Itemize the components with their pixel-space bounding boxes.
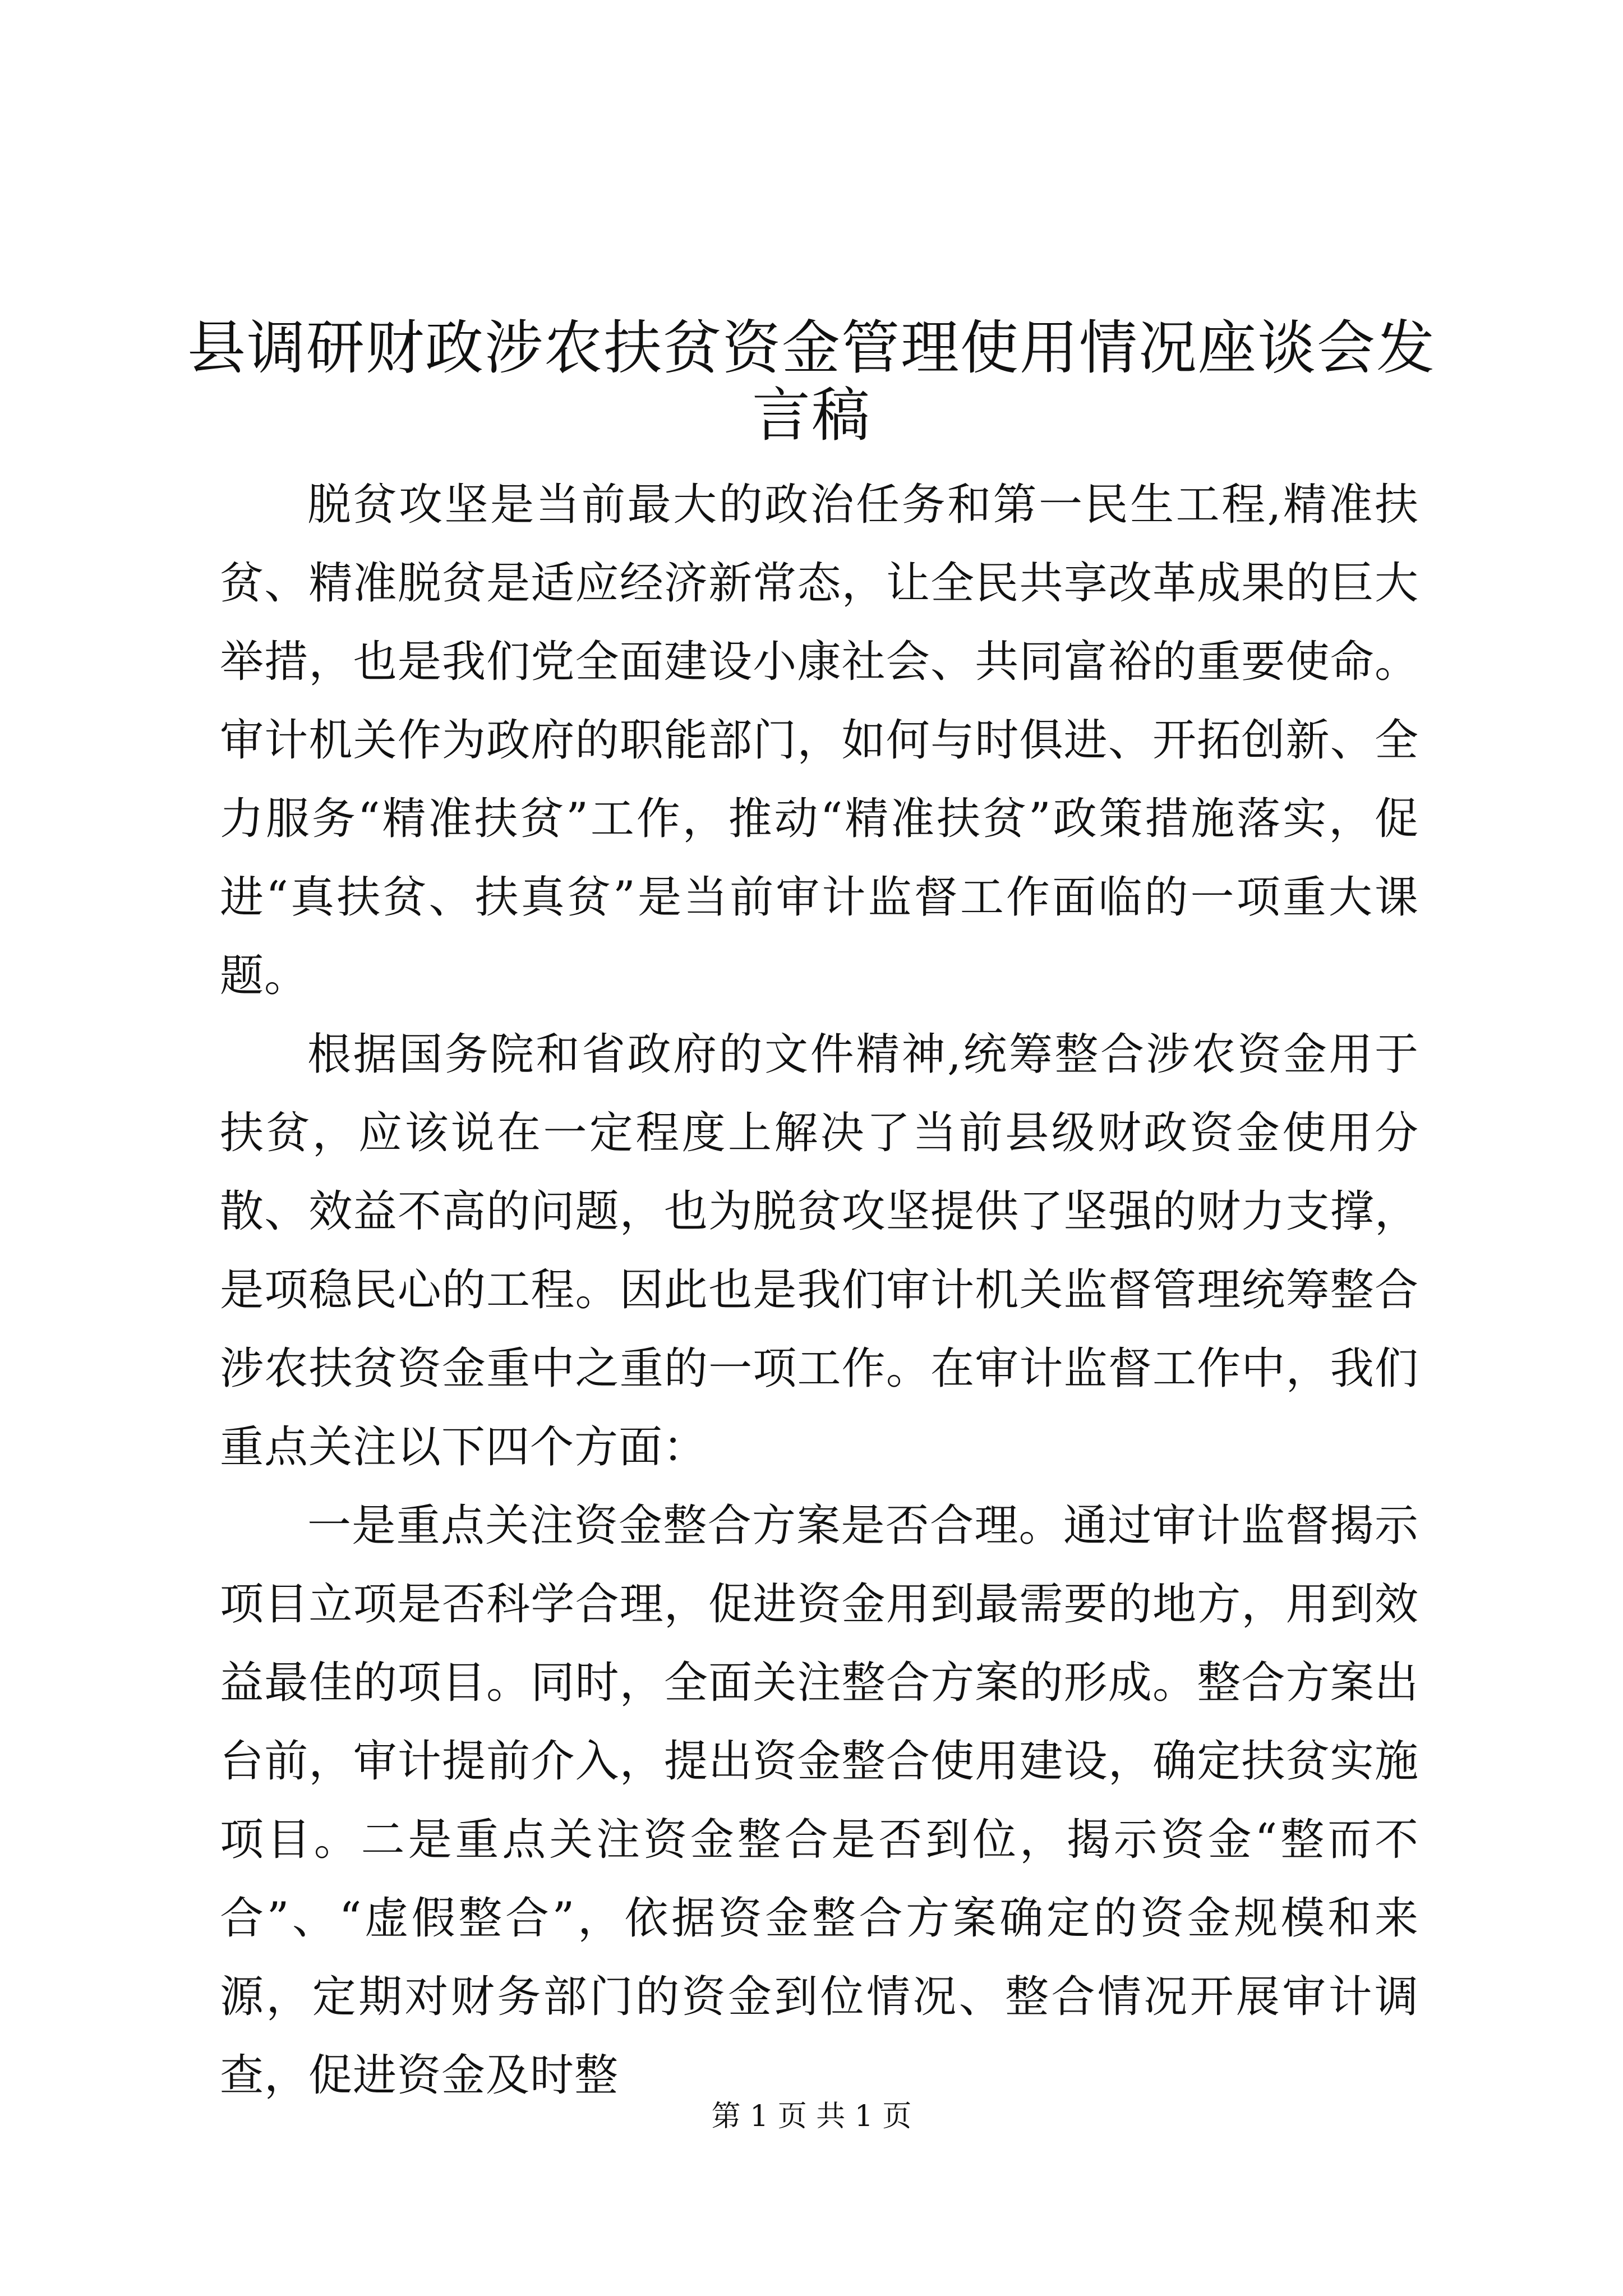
document-body [220,466,1419,2115]
paragraph-3: 一是重点关注资金整合方案是否合理。通过审计监督揭示项目立项是否科学合理，促进资金用到最需要的地方，用到效益最佳的项目。同时，全面关注整合方案的形成。整合方案出台前，审计提前介入，提出资金整合使用建设，确定扶贫实施项目。二是重点关注资金整合是否到位，揭示资金“整而不合”、“虚假整合”，依据资金整合方案确定的资金规模和来源，定期对财务部门的资金到位情况、整合情况开展审计调查，促进资金及时整 [220,1501,1419,2101]
document-title: 县调研财政涉农扶贫资金管理使用情况座谈会发言稿 [187,314,1436,449]
paragraph-1: 脱贫攻坚是当前最大的政治任务和第一民生工程,精准扶贫、精准脱贫是适应经济新常态，让全民共享改革成果的巨大举措，也是我们党全面建设小康社会、共同富裕的重要使命。审计机关作为政府的职能部门，如何与时俱进、开拓创新、全力服务“精准扶贫”工作，推动“精准扶贫”政策措施落实，促进“真扶贫、扶真贫”是当前审计监督工作面临的一项重大课题。 [220,480,1419,1001]
page-footer: 第 1 页 共 1 页 [711,2100,912,2133]
paragraph-2: 根据国务院和省政府的文件精神,统筹整合涉农资金用于扶贫，应该说在一定程度上解决了当前县级财政资金使用分散、效益不高的问题，也为脱贫攻坚提供了坚强的财力支撑，是项稳民心的工程。因此也是我们审计机关监督管理统筹整合涉农扶贫资金重中之重的一项工作。在审计监督工作中，我们重点关注以下四个方面： [220,1029,1419,1473]
